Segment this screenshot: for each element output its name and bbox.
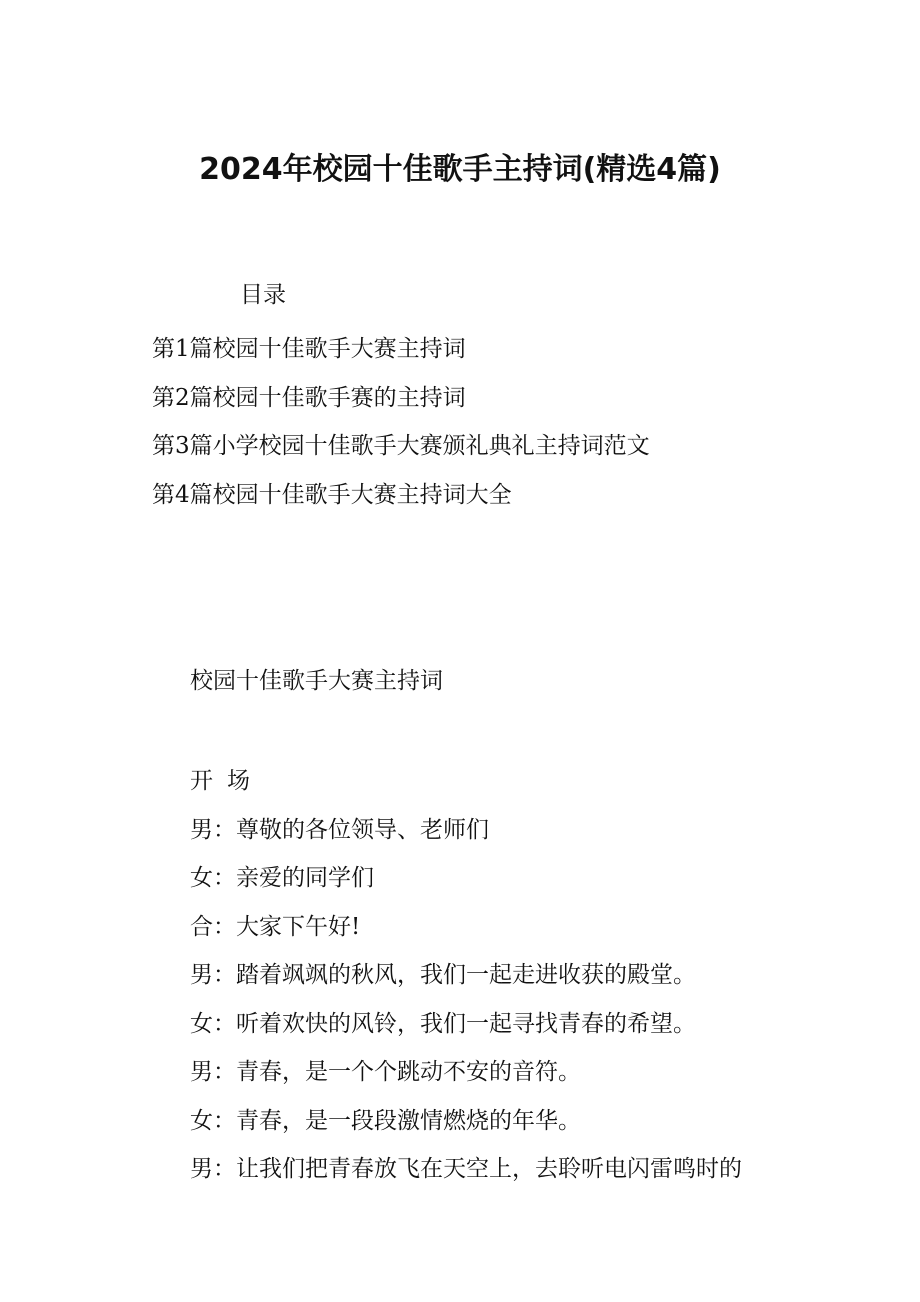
toc-item-2: 第2篇校园十佳歌手赛的主持词 xyxy=(152,384,466,411)
script-line: 男：踏着飒飒的秋风，我们一起走进收获的殿堂。 xyxy=(190,962,696,988)
script-line: 男：尊敬的各位领导、老师们 xyxy=(190,816,489,843)
script-line: 男：让我们把青春放飞在天空上，去聆听电闪雷鸣时的 xyxy=(190,1156,742,1182)
document-title: 2024年校园十佳歌手主持词(精选4篇) xyxy=(199,152,721,187)
table-of-contents xyxy=(152,325,650,519)
script-line: 合：大家下午好! xyxy=(190,913,361,940)
script-line: 男：青春，是一个个跳动不安的音符。 xyxy=(190,1059,581,1085)
script-line: 女：听着欢快的风铃，我们一起寻找青春的希望。 xyxy=(190,1010,696,1037)
script-body xyxy=(190,757,742,1194)
script-line: 女：亲爱的同学们 xyxy=(190,865,374,891)
section-title: 校园十佳歌手大赛主持词 xyxy=(190,668,443,694)
toc-item-4: 第4篇校园十佳歌手大赛主持词大全 xyxy=(152,481,512,508)
toc-item-3: 第3篇小学校园十佳歌手大赛颁礼典礼主持词范文 xyxy=(152,433,650,459)
toc-item-1: 第1篇校园十佳歌手大赛主持词 xyxy=(152,336,466,362)
opening-heading-part1: 开 xyxy=(190,768,213,794)
opening-heading xyxy=(190,757,742,806)
opening-heading-part2: 场 xyxy=(227,768,250,794)
toc-heading: 目录 xyxy=(240,282,286,308)
script-line: 女：青春，是一段段激情燃烧的年华。 xyxy=(190,1107,581,1134)
